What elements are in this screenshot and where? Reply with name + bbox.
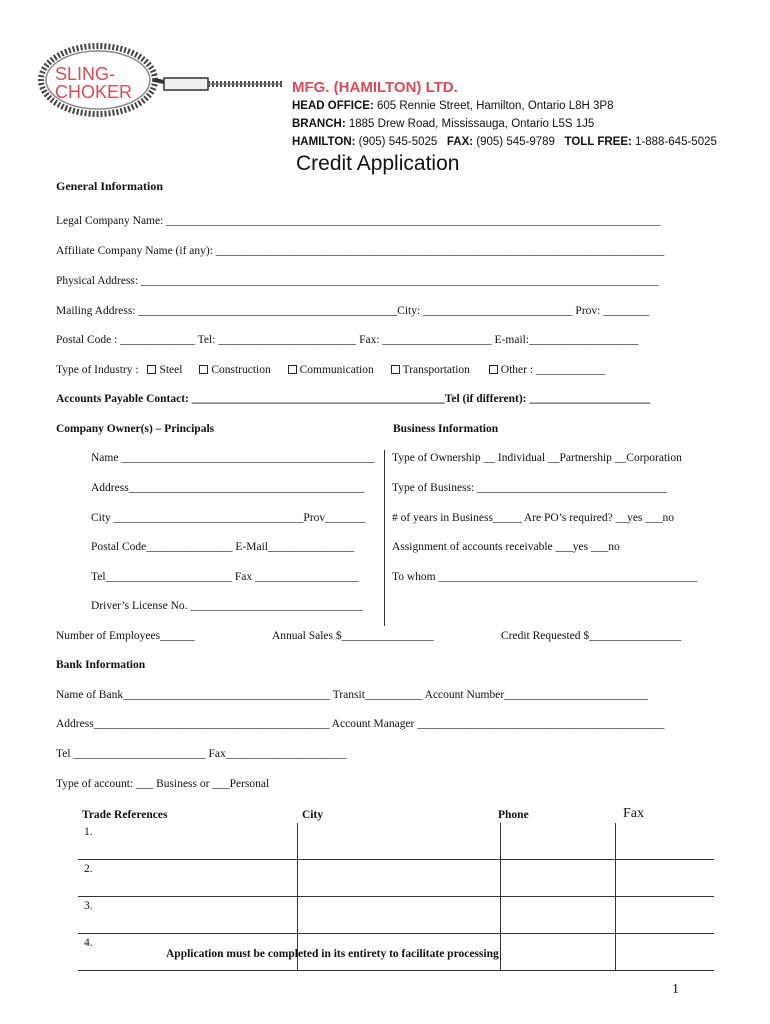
mailing-address-field[interactable]: Mailing Address: _____________________________________________City: __________________________ Prov: ________ xyxy=(56,305,650,317)
ref-3-city-cell[interactable] xyxy=(298,897,501,934)
to-whom-field[interactable]: To whom _____________________________________________ xyxy=(392,571,698,583)
refs-header-phone: Phone xyxy=(498,809,529,821)
postal-tel-fax-email-field[interactable]: Postal Code : _____________ Tel: ________________________ Fax: ___________________ E-mail:___________________ xyxy=(56,334,639,346)
refs-header-trade: Trade References xyxy=(82,809,168,821)
ref-1-name-cell[interactable] xyxy=(78,823,298,860)
employees-field[interactable]: Number of Employees______ xyxy=(56,630,195,642)
footer-note: Application must be completed in its entirety to facilitate processing xyxy=(166,948,499,960)
tollfree-label: TOLL FREE: xyxy=(564,136,632,148)
business-heading: Business Information xyxy=(393,423,499,435)
assignment-field[interactable]: Assignment of accounts receivable ___yes ___no xyxy=(392,541,620,553)
branch-line xyxy=(292,118,594,130)
communication-label: Communication xyxy=(299,364,374,376)
ref-4-fax-cell[interactable] xyxy=(616,934,715,971)
ref-1-city-cell[interactable] xyxy=(298,823,501,860)
tollfree-number: 1-888-645-5025 xyxy=(631,136,717,148)
table-row xyxy=(78,823,714,860)
branch-label: BRANCH: xyxy=(292,118,346,130)
bank-address-manager-field[interactable]: Address_________________________________________ Account Manager ___________________________________________ xyxy=(56,718,665,730)
legal-name-field[interactable]: Legal Company Name: ______________________________________________________________________________________ xyxy=(56,215,661,227)
annual-sales-field[interactable]: Annual Sales $________________ xyxy=(272,630,434,642)
owner-name-field[interactable]: Name ____________________________________________ xyxy=(91,452,375,464)
column-divider xyxy=(384,450,385,626)
refs-header-fax: Fax xyxy=(623,806,644,821)
branch-address: 1885 Drew Road, Mississauga, Ontario L5S 1J5 xyxy=(345,118,595,130)
construction-label: Construction xyxy=(211,364,271,376)
account-type-field[interactable]: Type of account: ___ Business or ___Personal xyxy=(56,778,270,790)
ref-3-number: 3. xyxy=(84,900,93,912)
head-office-label: HEAD OFFICE: xyxy=(292,100,374,112)
owner-postal-email-field[interactable]: Postal Code_______________ E-Mail_______________ xyxy=(91,541,355,553)
ref-1-fax-cell[interactable] xyxy=(616,823,715,860)
ownership-type-field[interactable]: Type of Ownership __ Individual __Partnership __Corporation xyxy=(392,452,682,464)
general-heading: General Information xyxy=(56,179,163,193)
industry-label: Type of Industry : xyxy=(56,364,139,376)
construction-checkbox[interactable] xyxy=(199,365,208,374)
other-checkbox[interactable] xyxy=(489,365,498,374)
refs-header-city: City xyxy=(302,809,324,821)
transportation-label: Transportation xyxy=(402,364,470,376)
logo-line-2: CHOKER xyxy=(55,82,133,102)
ref-4-phone-cell[interactable] xyxy=(501,934,616,971)
physical-address-field[interactable]: Physical Address: __________________________________________________________________________________________ xyxy=(56,275,659,287)
form-title: Credit Application xyxy=(296,152,460,175)
ref-2-name-cell[interactable] xyxy=(78,860,298,897)
ref-1-phone-cell[interactable] xyxy=(501,823,616,860)
page-number: 1 xyxy=(672,982,679,997)
bank-tel-fax-field[interactable]: Tel _______________________ Fax_____________________ xyxy=(56,748,347,760)
ref-3-phone-cell[interactable] xyxy=(501,897,616,934)
owner-address-field[interactable]: Address_________________________________________ xyxy=(91,482,365,494)
ref-3-name-cell[interactable] xyxy=(78,897,298,934)
other-label: Other : ____________ xyxy=(500,364,605,376)
head-office-line xyxy=(292,100,614,112)
phone-line xyxy=(292,136,717,148)
communication-checkbox[interactable] xyxy=(288,365,297,374)
table-row xyxy=(78,897,714,934)
company-name: MFG. (HAMILTON) LTD. xyxy=(292,79,458,96)
owner-tel-fax-field[interactable]: Tel______________________ Fax __________________ xyxy=(91,571,359,583)
ref-2-city-cell[interactable] xyxy=(298,860,501,897)
fax-number: (905) 545-9789 xyxy=(473,136,555,148)
ref-2-phone-cell[interactable] xyxy=(501,860,616,897)
table-row xyxy=(78,860,714,897)
bank-name-transit-account-field[interactable]: Name of Bank____________________________________ Transit__________ Account Number_________________________ xyxy=(56,689,648,701)
years-po-field[interactable]: # of years in Business_____ Are PO’s required? __yes ___no xyxy=(392,512,675,524)
ref-2-number: 2. xyxy=(84,863,93,875)
industry-row xyxy=(56,364,605,376)
bank-heading: Bank Information xyxy=(56,659,146,671)
head-office-address: 605 Rennie Street, Hamilton, Ontario L8H 3P8 xyxy=(373,100,614,112)
hamilton-label: HAMILTON: xyxy=(292,136,356,148)
owners-heading: Company Owner(s) – Principals xyxy=(56,423,215,435)
ref-2-fax-cell[interactable] xyxy=(616,860,715,897)
steel-checkbox[interactable] xyxy=(147,365,156,374)
credit-requested-field[interactable]: Credit Requested $________________ xyxy=(501,630,682,642)
ref-4-number: 4. xyxy=(84,937,93,949)
hamilton-phone: (905) 545-5025 xyxy=(355,136,438,148)
ref-1-number: 1. xyxy=(84,826,93,838)
ref-3-fax-cell[interactable] xyxy=(616,897,715,934)
fax-label: FAX: xyxy=(446,136,474,148)
owner-city-prov-field[interactable]: City _________________________________Prov_______ xyxy=(91,512,366,524)
ap-contact-field[interactable]: Accounts Payable Contact: ____________________________________________Tel (if different): _____________________ xyxy=(56,393,651,405)
owner-license-field[interactable]: Driver’s License No. ______________________________ xyxy=(91,600,363,612)
steel-label: Steel xyxy=(159,364,183,376)
transportation-checkbox[interactable] xyxy=(391,365,400,374)
business-type-field[interactable]: Type of Business: _________________________________ xyxy=(392,482,667,494)
logo-line-1: SLING- xyxy=(55,64,116,84)
affiliate-name-field[interactable]: Affiliate Company Name (if any): ______________________________________________________________________________ xyxy=(56,245,665,257)
